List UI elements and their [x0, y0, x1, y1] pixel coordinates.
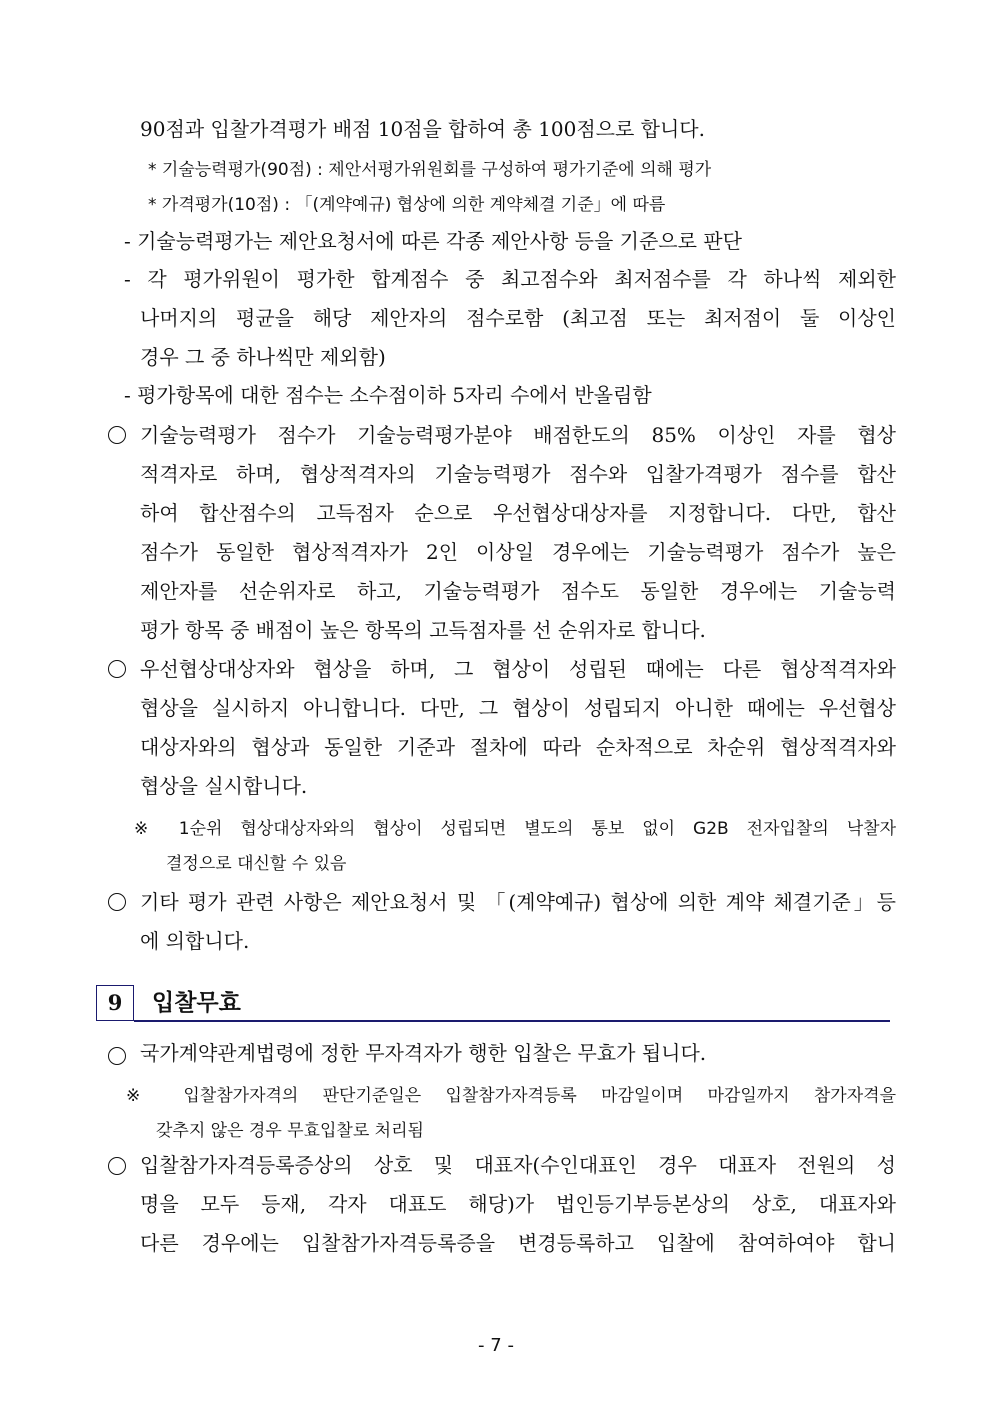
paragraph-line: 국가계약관계법령에 정한 무자격자가 행한 입찰은 무효가 됩니다.	[140, 1041, 707, 1065]
text-line: 나머지의 평균을 해당 제안자의 점수로함 (최고점 또는 최저점이 둘 이상인	[140, 306, 896, 330]
paragraph-line: 협상을 실시합니다.	[140, 774, 308, 798]
section-title: 입찰무효	[152, 989, 241, 1016]
note-line: 갖추지 않은 경우 무효입찰로 처리됨	[156, 1121, 424, 1141]
paragraph-line: 입찰참가자격등록증상의 상호 및 대표자(수인대표인 경우 대표자 전원의 성	[140, 1153, 896, 1177]
section-divider	[134, 1020, 890, 1022]
paragraph-line: 적격자로 하며, 협상적격자의 기술능력평가 점수와 입찰가격평가 점수를 합산	[140, 462, 896, 486]
note-line: * 가격평가(10점) : 「(계약예규) 협상에 의한 계약체결 기준」에 따름	[148, 195, 666, 215]
paragraph-line: 대상자와의 협상과 동일한 기준과 절차에 따라 순차적으로 차순위 협상적격자와	[140, 735, 896, 759]
note-line: * 기술능력평가(90점) : 제안서평가위원회를 구성하여 평가기준에 의해 평가	[148, 160, 712, 180]
section-number: 9	[96, 985, 134, 1021]
paragraph-line: 기술능력평가 점수가 기술능력평가분야 배점한도의 85% 이상인 자를 협상	[140, 423, 897, 447]
text-line: 경우 그 중 하나씩만 제외함)	[140, 345, 386, 369]
text-line: 90점과 입찰가격평가 배점 10점을 합하여 총 100점으로 합니다.	[140, 117, 705, 141]
paragraph-line: 에 의합니다.	[140, 929, 250, 953]
paragraph-line: 평가 항목 중 배점이 높은 항목의 고득점자를 선 순위자로 합니다.	[140, 618, 706, 642]
paragraph-line: 다른 경우에는 입찰참가자격등록증을 변경등록하고 입찰에 참여하여야 합니	[140, 1231, 896, 1255]
bullet-circle-icon	[108, 426, 126, 444]
bullet-circle-icon	[108, 1157, 126, 1175]
paragraph-line: 제안자를 선순위자로 하고, 기술능력평가 점수도 동일한 경우에는 기술능력	[140, 579, 896, 603]
bullet-circle-icon	[108, 660, 126, 678]
note-line: ※ 입찰참가자격의 판단기준일은 입찰참가자격등록 마감일이며 마감일까지 참가자격을	[126, 1086, 896, 1106]
paragraph-line: 점수가 동일한 협상적격자가 2인 이상일 경우에는 기술능력평가 점수가 높은	[140, 540, 896, 564]
paragraph-line: 협상을 실시하지 아니합니다. 다만, 그 협상이 성립되지 아니한 때에는 우선협상	[140, 696, 896, 720]
dash-item: - 각 평가위원이 평가한 합계점수 중 최고점수와 최저점수를 각 하나씩 제외한	[124, 267, 896, 291]
dash-item: - 평가항목에 대한 점수는 소수점이하 5자리 수에서 반올림함	[124, 383, 652, 407]
paragraph-line: 기타 평가 관련 사항은 제안요청서 및 「(계약예규) 협상에 의한 계약 체결기준」등	[140, 890, 896, 914]
page-number: - 7 -	[478, 1335, 514, 1356]
dash-item: - 기술능력평가는 제안요청서에 따른 각종 제안사항 등을 기준으로 판단	[124, 229, 742, 253]
paragraph-line: 하여 합산점수의 고득점자 순으로 우선협상대상자를 지정합니다. 다만, 합산	[140, 501, 896, 525]
note-line: ※ 1순위 협상대상자와의 협상이 성립되면 별도의 통보 없이 G2B 전자입찰의 낙찰자	[134, 819, 896, 839]
bullet-circle-icon	[108, 1047, 126, 1065]
paragraph-line: 우선협상대상자와 협상을 하며, 그 협상이 성립된 때에는 다른 협상적격자와	[140, 657, 896, 681]
note-line: 결정으로 대신할 수 있음	[166, 854, 347, 874]
paragraph-line: 명을 모두 등재, 각자 대표도 해당)가 법인등기부등본상의 상호, 대표자와	[140, 1192, 896, 1216]
bullet-circle-icon	[108, 893, 126, 911]
